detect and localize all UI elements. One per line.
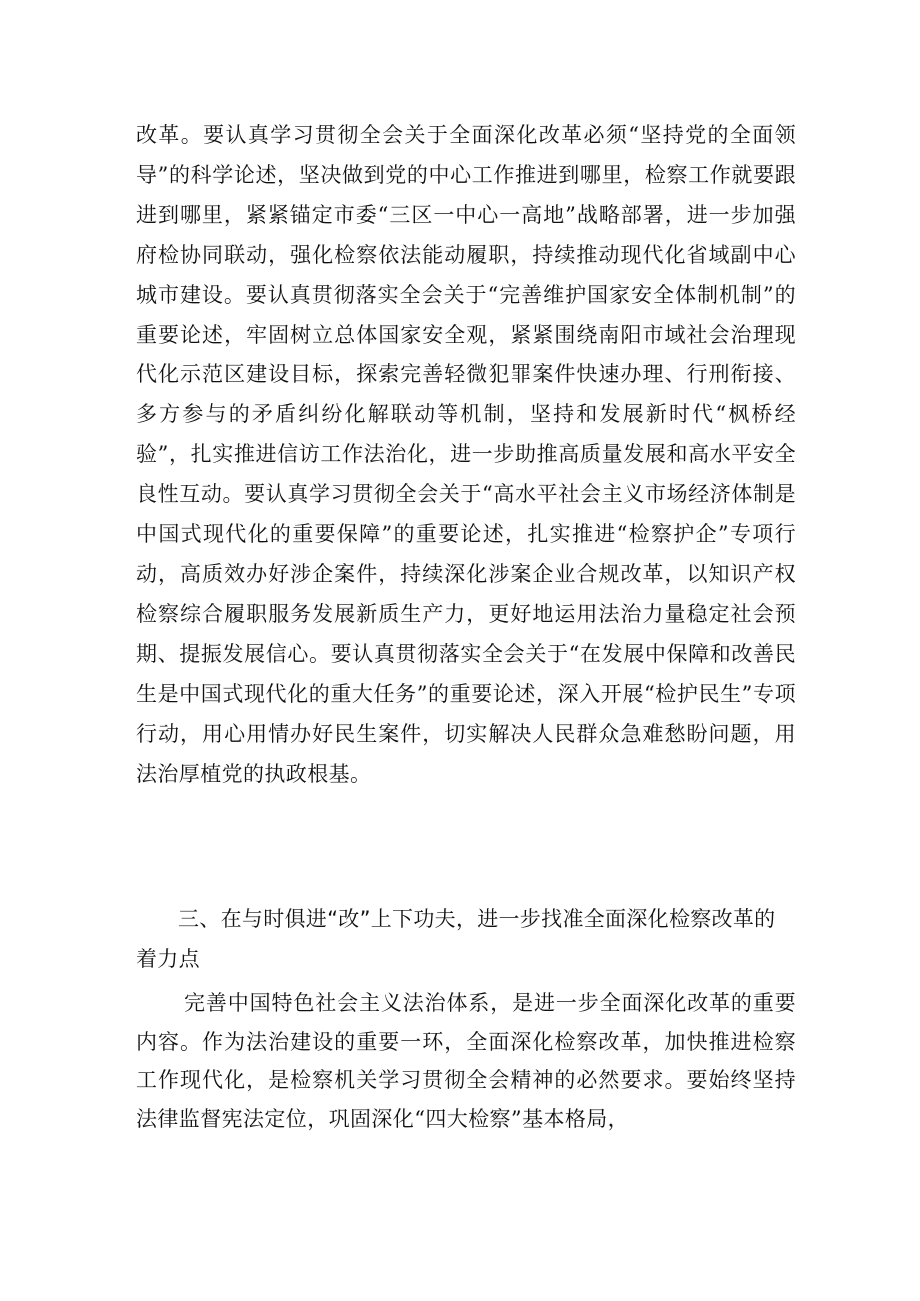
body-paragraph-1: 改革。要认真学习贯彻全会关于全面深化改革必须“坚持党的全面领导”的科学论述，坚决做到党的中心工作推进到哪里，检察工作就要跟进到哪里，紧紧锚定市委“三区一中心一高地”战略部署，进一步加强府检协同联动，强化检察依法能动履职，持续推动现代化省域副中心城市建设。要认真贯彻落实全会关于“完善维护国家安全体制机制”的重要论述，牢固树立总体国家安全观，紧紧围绕南阳市域社会治理现代化示范区建设目标，探索完善轻微犯罪案件快速办理、行刑衔接、多方参与的矛盾纠纷化解联动等机制，坚持和发展新时代“枫桥经验”，扎实推进信访工作法治化，进一步助推高质量发展和高水平安全良性互动。要认真学习贯彻全会关于“高水平社会主义市场经济体制是中国式现代化的重要保障”的重要论述，扎实推进“检察护企”专项行动，高质效办好涉企案件，持续深化涉案企业合规改革，以知识产权检察综合履职服务发展新质生产力，更好地运用法治力量稳定社会预期、提振发展信心。要认真贯彻落实全会关于“在发展中保障和改善民生是中国式现代化的重大任务”的重要论述，深入开展“检护民生”专项行动，用心用情办好民生案件，切实解决人民群众急难愁盼问题，用法治厚植党的执政根基。 bbox=[136, 123, 796, 786]
section-heading: 三、在与时俱进“改”上下功夫，进一步找准全面深化检察改革的着力点 bbox=[136, 907, 776, 971]
body-paragraph-2: 完善中国特色社会主义法治体系，是进一步全面深化改革的重要内容。作为法治建设的重要一环，全面深化检察改革，加快推进检察工作现代化，是检察机关学习贯彻全会精神的必然要求。要始终坚持法律监督宪法定位，巩固深化“四大检察”基本格局， bbox=[136, 991, 796, 1131]
